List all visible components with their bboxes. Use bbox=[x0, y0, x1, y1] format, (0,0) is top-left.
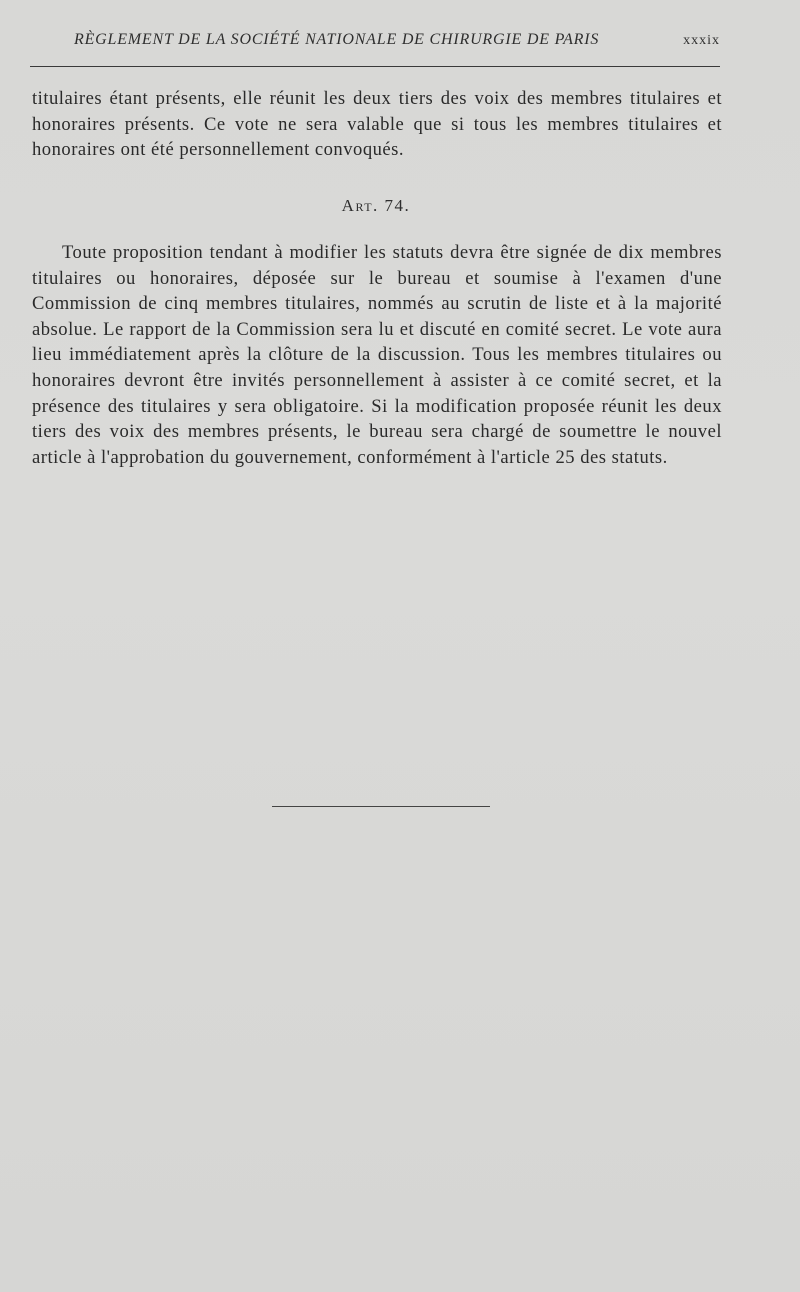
running-head bbox=[30, 26, 720, 56]
page-number: xxxix bbox=[683, 33, 720, 48]
closing-rule bbox=[272, 806, 490, 807]
header-rule bbox=[30, 66, 720, 67]
continuation-paragraph: titulaires étant présents, elle réunit les deux tiers des voix des membres titulaires et honoraires présents. Ce vote ne sera valable que si tous les membres titulaires et honoraires ont été personnellement convoqués. bbox=[32, 88, 722, 161]
running-title: RÈGLEMENT DE LA SOCIÉTÉ NATIONALE DE CHIRURGIE DE PARIS bbox=[74, 31, 600, 48]
article-74-paragraph: Toute proposition tendant à modifier les statuts devra être signée de dix membres titulaires ou honoraires, déposée sur le bureau et soumise à l'examen d'une Commission de cinq membres titulaires, nommés au scrutin de liste et à la majorité absolue. Le rapport de la Commission sera lu et discuté en comité secret. Le vote aura lieu immédiatement après la clôture de la discussion. Tous les membres titulaires ou honoraires devront être invités personnellement à assister à ce comité secret, et la présence des titulaires y sera obligatoire. Si la modification proposée réunit les deux tiers des voix des membres présents, le bureau sera chargé de soumettre le nouvel article à l'approbation du gouvernement, conformément à l'article 25 des statuts. bbox=[32, 242, 722, 468]
article-heading: Art. 74. bbox=[341, 196, 411, 215]
